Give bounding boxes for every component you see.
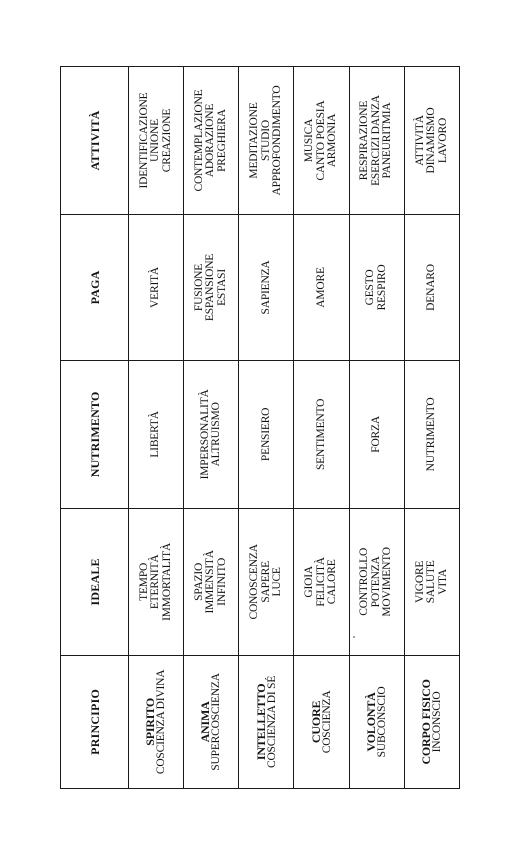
- ideale-line: IMMENSITÀ: [204, 550, 217, 614]
- ideale-line: GIOIA: [303, 566, 316, 598]
- cell-paga: [294, 215, 349, 361]
- cell-ideale: [294, 508, 349, 655]
- principio-name: CUORE: [308, 700, 323, 744]
- table-body: [129, 67, 460, 789]
- ideale-line: MOVIMENTO: [381, 547, 394, 617]
- cell-nutrimento: [294, 360, 349, 508]
- attivita-line: ATTIVITÀ: [413, 115, 426, 166]
- header-ideale: IDEALE: [61, 508, 129, 655]
- cell-attivita: [294, 67, 349, 215]
- table-row: [239, 67, 294, 789]
- cell-principio: [404, 655, 459, 788]
- attivita-line: MEDITAZIONE: [248, 102, 261, 179]
- ideale-line: CALORE: [326, 559, 339, 605]
- attivita-line: DINAMISMO: [425, 107, 438, 174]
- attivita-line: ARMONIA: [326, 113, 339, 168]
- cell-attivita: [184, 67, 239, 215]
- principio-name: ANIMA: [198, 701, 213, 743]
- attivita-line: RESPIRAZIONE: [358, 100, 371, 181]
- principio-name: VOLONTÀ: [363, 692, 378, 752]
- table-row: [129, 67, 184, 789]
- principio-subtitle: SUPERCOSCIENZA: [210, 673, 223, 771]
- cell-principio: [129, 655, 184, 788]
- cell-ideale: [184, 508, 239, 655]
- paga-line: AMORE: [314, 267, 327, 308]
- paga-line: RESPIRO: [375, 264, 388, 311]
- table-row: [184, 67, 239, 789]
- paga-line: SAPIENZA: [259, 260, 272, 315]
- paga-line: FUSIONE: [192, 263, 205, 312]
- attivita-line: LAVORO: [436, 117, 449, 164]
- principio-subtitle: INCONSCIO: [431, 691, 444, 753]
- cell-paga: [404, 215, 459, 361]
- principio-name: INTELLETTO: [253, 683, 268, 761]
- ideale-line: CONTROLLO: [358, 547, 371, 616]
- paga-line: VERITÀ: [149, 266, 162, 308]
- nutrimento-line: PENSIERO: [259, 407, 272, 462]
- paga-line: ESPANSIONE: [204, 253, 217, 322]
- nutrimento-line: NUTRIMENTO: [425, 397, 438, 472]
- attivita-line: APPROFONDIMENTO: [271, 85, 284, 196]
- attivita-line: ADORAZIONE: [204, 103, 217, 178]
- cell-principio: [184, 655, 239, 788]
- paga-line: ESTASI: [215, 269, 228, 306]
- cell-principio: [349, 655, 404, 788]
- nutrimento-line: SENTIMENTO: [314, 398, 327, 471]
- ideale-line: TEMPO: [137, 562, 150, 601]
- principio-name: CORPO FISICO: [419, 679, 434, 765]
- attivita-line: PANEURITMIA: [381, 102, 394, 179]
- ideale-line: INFINITO: [215, 557, 228, 606]
- cell-principio: [239, 655, 294, 788]
- cell-ideale: [404, 508, 459, 655]
- principio-subtitle: SUBCONSCIO: [375, 686, 388, 758]
- rotated-table-container: [60, 66, 520, 789]
- ideale-line: IMMORTALITÀ: [160, 542, 173, 621]
- nutrimento-line: FORZA: [369, 416, 382, 453]
- header-principio: PRINCIPIO: [61, 655, 129, 788]
- cell-attivita: [404, 67, 459, 215]
- table-header-row: [61, 67, 129, 789]
- principio-name: SPIRITO: [143, 698, 158, 746]
- attivita-line: UNIONE: [149, 119, 162, 162]
- ideale-line: SPAZIO: [192, 562, 205, 601]
- ideale-line: SALUTE: [425, 560, 438, 604]
- cell-ideale: [239, 508, 294, 655]
- cell-paga: [239, 215, 294, 361]
- cell-principio: [294, 655, 349, 788]
- table-row: [404, 67, 459, 789]
- cell-nutrimento: [404, 360, 459, 508]
- cell-attivita: [349, 67, 404, 215]
- header-nutrimento: NUTRIMENTO: [61, 360, 129, 508]
- attivita-line: STUDIO: [259, 120, 272, 161]
- attivita-line: IDENTIFICAZIONE: [137, 92, 150, 189]
- ideale-line: LUCE: [271, 567, 284, 597]
- scan-speck: [353, 636, 355, 638]
- principio-subtitle: COSCIENZA DIVINA: [155, 669, 168, 775]
- attivita-line: ESERCIZI DANZA: [369, 95, 382, 186]
- cell-ideale: [129, 508, 184, 655]
- nutrimento-line: ALTRUISMO: [210, 402, 223, 467]
- ideale-line: POTENZA: [369, 556, 382, 608]
- ideale-line: ETERNITÀ: [149, 554, 162, 610]
- principio-subtitle: COSCIENZA DI SÉ: [265, 675, 278, 769]
- attivita-line: CREAZIONE: [160, 108, 173, 173]
- cell-attivita: [129, 67, 184, 215]
- ideale-line: VITA: [436, 568, 449, 595]
- header-attivita: ATTIVITÀ: [61, 67, 129, 215]
- attivita-line: MUSICA: [303, 118, 316, 163]
- attivita-line: CANTO POESIA: [314, 100, 327, 181]
- principio-subtitle: COSCIENZA: [320, 690, 333, 754]
- header-paga: PAGA: [61, 215, 129, 361]
- ideale-line: SAPERE: [259, 561, 272, 603]
- ideale-line: CONOSCENZA: [248, 544, 261, 620]
- paga-line: DENARO: [425, 264, 438, 311]
- cell-attivita: [239, 67, 294, 215]
- table-row: [349, 67, 404, 789]
- principles-table: [60, 66, 460, 789]
- cell-paga: [184, 215, 239, 361]
- nutrimento-line: IMPERSONALITÀ: [198, 389, 211, 480]
- cell-nutrimento: [349, 360, 404, 508]
- cell-paga: [129, 215, 184, 361]
- cell-paga: [349, 215, 404, 361]
- ideale-line: FELICITÀ: [314, 557, 327, 607]
- cell-ideale: [349, 508, 404, 655]
- attivita-line: PREGHIERA: [215, 109, 228, 172]
- nutrimento-line: LIBERTÀ: [149, 411, 162, 458]
- paga-line: GESTO: [364, 269, 377, 306]
- cell-nutrimento: [129, 360, 184, 508]
- cell-nutrimento: [239, 360, 294, 508]
- cell-nutrimento: [184, 360, 239, 508]
- ideale-line: VIGORE: [413, 560, 426, 603]
- attivita-line: CONTEMPLAZIONE: [192, 89, 205, 192]
- table-row: [294, 67, 349, 789]
